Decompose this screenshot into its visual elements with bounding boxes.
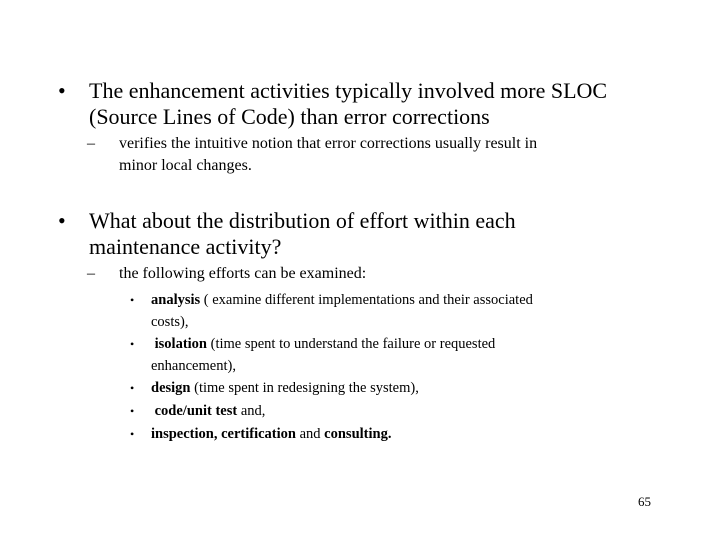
effort-item-term: analysis <box>151 292 201 308</box>
effort-item-analysis <box>130 289 533 333</box>
sub-bullet-1 <box>87 133 538 177</box>
effort-item-marker: • <box>130 427 135 441</box>
bullet-2-marker: • <box>58 208 66 233</box>
bullet-1 <box>58 78 608 130</box>
bullet-2-line-1: What about the distribution of effort within each <box>89 208 516 233</box>
effort-item-term: isolation <box>154 336 207 352</box>
effort-item-marker: • <box>130 404 135 418</box>
effort-item-marker: • <box>130 381 135 395</box>
sub-bullet-2 <box>87 263 367 285</box>
bullet-2 <box>58 208 516 260</box>
sub-bullet-1-line-2: minor local changes. <box>119 157 252 174</box>
effort-item-desc-cont: costs), <box>151 314 189 330</box>
bullet-2-line-2: maintenance activity? <box>89 234 282 259</box>
effort-item-isolation <box>130 333 496 377</box>
bullet-1-line-1: The enhancement activities typically involved more SLOC <box>89 78 608 103</box>
effort-item-desc: (time spent in redesigning the system), <box>190 380 419 396</box>
effort-item-marker: • <box>130 293 135 307</box>
effort-item-term-2: consulting. <box>324 426 392 442</box>
effort-item-design <box>130 377 419 399</box>
effort-item-desc: ( examine different implementations and their associated <box>200 292 533 308</box>
sub-bullet-1-line-1: verifies the intuitive notion that error corrections usually result in <box>119 135 538 152</box>
effort-item-inspection <box>130 423 392 445</box>
page-number: 65 <box>638 494 651 509</box>
sub-bullet-1-dash: – <box>87 135 95 152</box>
bullet-1-line-2: (Source Lines of Code) than error corrections <box>89 104 490 129</box>
effort-item-marker: • <box>130 337 135 351</box>
effort-item-desc: (time spent to understand the failure or requested <box>207 336 496 352</box>
effort-item-term: inspection, certification <box>151 426 296 442</box>
sub-bullet-2-line-1: the following efforts can be examined: <box>119 265 367 282</box>
effort-item-desc-cont: enhancement), <box>151 358 236 374</box>
bullet-1-marker: • <box>58 78 66 103</box>
effort-item-code-unit-test <box>130 400 266 422</box>
effort-item-term: code/unit test <box>154 403 238 419</box>
effort-item-conj: and <box>295 426 325 442</box>
sub-bullet-2-dash: – <box>87 265 95 282</box>
effort-item-desc: and, <box>237 403 266 419</box>
effort-item-term: design <box>151 380 191 396</box>
